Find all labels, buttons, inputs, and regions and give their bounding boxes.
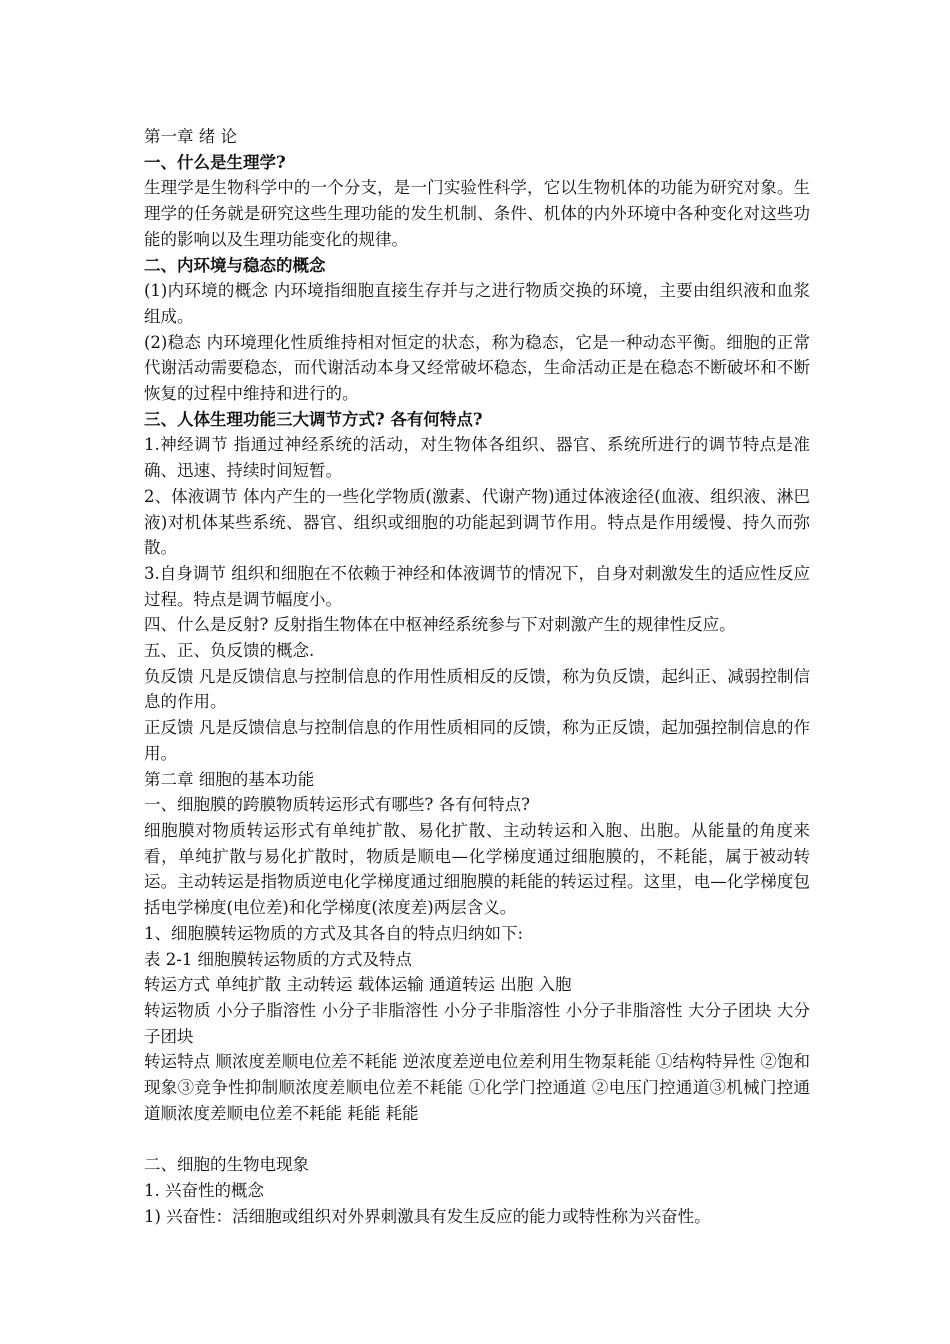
paragraph: 转运特点 顺浓度差顺电位差不耗能 逆浓度差逆电位差利用生物泵耗能 ①结构特异性 ②饱和现象③竞争性抑制顺浓度差顺电位差不耗能 ①化学门控通道 ②电压门控通道③机械门控通道顺浓度差顺电位差不耗能 耗能 耗能: [144, 1052, 810, 1123]
paragraph: 一、细胞膜的跨膜物质转运形式有哪些? 各有何特点?: [144, 795, 530, 815]
paragraph: 1.神经调节 指通过神经系统的活动，对生物体各组织、器官、系统所进行的调节特点是准确、迅速、持续时间短暂。: [144, 435, 810, 481]
paragraph: 表 2-1 细胞膜转运物质的方式及特点: [144, 949, 413, 969]
paragraph: 转运方式 单纯扩散 主动转运 载体运输 通道转运 出胞 入胞: [144, 975, 572, 995]
paragraph: (1)内环境的概念 内环境指细胞直接生存并与之进行物质交换的环境，主要由组织液和血浆组成。: [144, 281, 810, 326]
paragraph: 生理学是生物科学中的一个分支，是一门实验性科学，它以生物机体的功能为研究对象。生理学的任务就是研究这些生理功能的发生机制、条件、机体的内外环境中各种变化对这些功能的影响以及生理功能变化的规律。: [144, 178, 810, 249]
section-heading: 三、人体生理功能三大调节方式? 各有何特点?: [144, 409, 483, 429]
paragraph: 二、细胞的生物电现象: [144, 1155, 309, 1175]
paragraph: 第二章 细胞的基本功能: [144, 769, 315, 789]
paragraph: 2、体液调节 体内产生的一些化学物质(激素、代谢产物)通过体液途径(血液、组织液、淋巴液)对机体某些系统、器官、组织或细胞的功能起到调节作用。特点是作用缓慢、持久而弥散。: [144, 486, 810, 558]
paragraph: 正反馈 凡是反馈信息与控制信息的作用性质相同的反馈，称为正反馈，起加强控制信息的作用。: [144, 718, 810, 763]
paragraph: 1) 兴奋性：活细胞或组织对外界刺激具有发生反应的能力或特性称为兴奋性。: [144, 1206, 711, 1226]
paragraph: 四、什么是反射? 反射指生物体在中枢神经系统参与下对刺激产生的规律性反应。: [144, 615, 736, 635]
paragraph: 负反馈 凡是反馈信息与控制信息的作用性质相反的反馈，称为负反馈，起纠正、减弱控制信息的作用。: [144, 666, 810, 712]
document-body: [144, 124, 810, 1229]
section-heading: 一、什么是生理学?: [144, 152, 286, 172]
paragraph: 3.自身调节 组织和细胞在不依赖于神经和体液调节的情况下，自身对刺激发生的适应性反应过程。特点是调节幅度小。: [144, 563, 810, 609]
paragraph: 第一章 绪 论: [144, 127, 237, 146]
paragraph: 细胞膜对物质转运形式有单纯扩散、易化扩散、主动转运和入胞、出胞。从能量的角度来看，单纯扩散与易化扩散时，物质是顺电—化学梯度通过细胞膜的，不耗能，属于被动转运。主动转运是指物质逆电化学梯度通过细胞膜的耗能的转运过程。这里，电—化学梯度包括电学梯度(电位差)和化学梯度(浓度差)两层含义。: [144, 820, 810, 918]
section-heading: 二、内环境与稳态的概念: [144, 255, 326, 275]
paragraph: 转运物质 小分子脂溶性 小分子非脂溶性 小分子非脂溶性 小分子非脂溶性 大分子团块 大分子团块: [144, 1000, 810, 1046]
paragraph: (2)稳态 内环境理化性质维持相对恒定的状态，称为稳态，它是一种动态平衡。细胞的正常代谢活动需要稳态，而代谢活动本身又经常破坏稳态，生命活动正是在稳态不断破坏和不断恢复的过程中维持和进行的。: [144, 332, 810, 404]
paragraph: 1. 兴奋性的概念: [144, 1180, 264, 1200]
paragraph: 五、正、负反馈的概念.: [144, 641, 315, 661]
blank-line: [144, 1126, 810, 1152]
paragraph: 1、细胞膜转运物质的方式及其各自的特点归纳如下:: [144, 923, 524, 943]
